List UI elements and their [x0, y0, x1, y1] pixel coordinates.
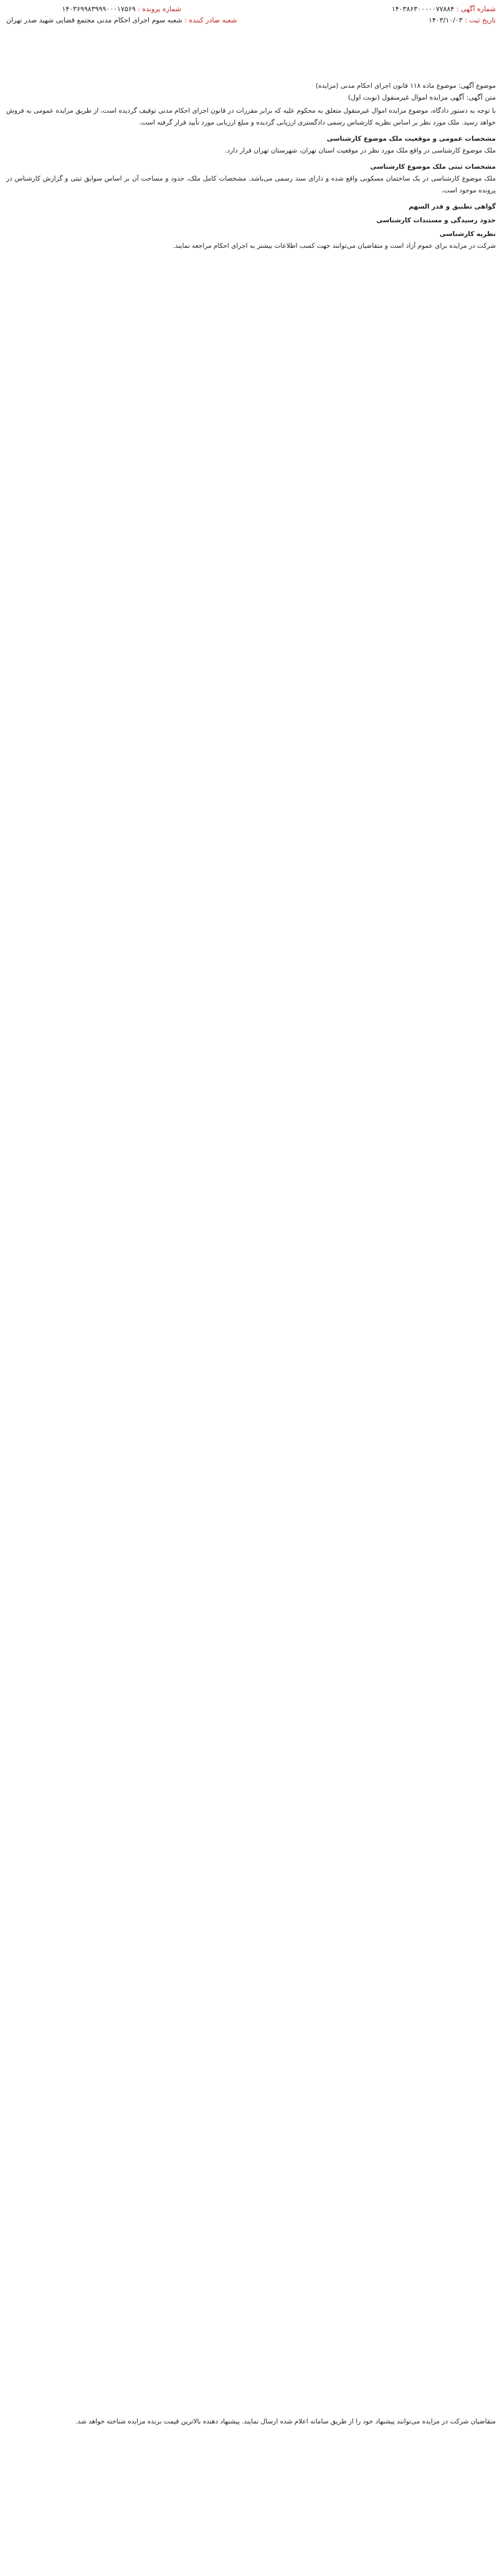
header-left	[392, 4, 496, 26]
notice-title: متن آگهی: آگهی مزایده اموال غیرمنقول (نوبت اول)	[348, 93, 496, 101]
notice-header	[6, 4, 496, 77]
section-registration: مشخصات ثبتی ملک موضوع کارشناسی	[370, 163, 496, 171]
paragraph-property: ملک موضوع کارشناسی در یک ساختمان مسکونی واقع شده و دارای سند رسمی می‌باشد. مشخصات کامل ملک، حدود و مساحت آن بر اساس سوابق ثبتی و گزارش کارشناس در پرونده موجود است.	[6, 175, 496, 194]
case-number: شماره آگهی : ۱۴۰۳۸۶۳۰۰۰۰۰۷۷۸۸۴	[391, 5, 496, 13]
issuing-branch: شعبه صادر کننده : شعبه سوم اجرای احکام مدنی مجتمع قضایی شهید صدر تهران	[6, 16, 237, 24]
paragraph-participation: شرکت در مزایده برای عموم آزاد است و متقاضیان می‌توانند جهت کسب اطلاعات بیشتر به اجرای احکام مراجعه نمایند.	[173, 242, 496, 250]
record-date: تاریخ ثبت : ۱۴۰۳/۱۰/۰۳	[429, 16, 496, 24]
section-general-text: ملک موضوع کارشناسی در واقع ملک مورد نظر در موقعیت استان تهران، شهرستان تهران قرار دارد.	[225, 147, 496, 154]
section-general: مشخصات عمومی و موقعیت ملک موضوع کارشناسی	[326, 135, 496, 143]
notice-footer: متقاضیان شرکت در مزایده می‌توانند پیشنهاد خود را از طریق سامانه اعلام شده ارسال نمایند. پیشنهاد دهنده بالاترین قیمت برنده مزایده شناخته خواهد شد.	[75, 2418, 496, 2425]
section-scope: حدود رسیدگی و مستندات کارشناسی	[376, 217, 496, 224]
record-number: شماره پرونده : ۱۴۰۳۶۹۹۸۳۹۹۹۰۰۰۱۷۵۶۹	[62, 5, 181, 13]
notice-subject: موضوع آگهی: موضوع ماده ۱۱۸ قانون اجرای احکام مدنی (مزایده)	[315, 82, 496, 90]
body-filler	[6, 256, 496, 1003]
section-matching: گواهی تطبیق و قدر السهم	[409, 203, 496, 210]
header-middle	[6, 4, 237, 26]
notice-page	[6, 0, 496, 2425]
section-opinion: نظریه کارشناسی	[439, 230, 496, 238]
paragraph-intro: با توجه به دستور دادگاه، موضوع مزایده اموال غیرمنقول متعلق به محکوم علیه که برابر مقررات در قانون اجرای احکام مدنی توقیف گردیده است، از طریق مزایده عمومی به فروش خواهد رسید. ملک مورد نظر بر اساس نظریه کارشناس رسمی دادگستری ارزیابی گردیده و مبلغ ارزیابی مورد تأیید قرار گرفته است.	[6, 107, 496, 126]
